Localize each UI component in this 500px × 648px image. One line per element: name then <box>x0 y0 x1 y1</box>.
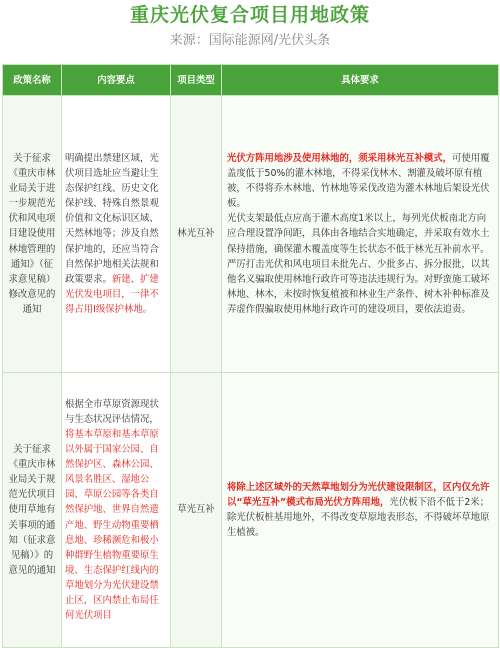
header-policy-name: 政策名称 <box>3 65 62 96</box>
content-points-highlight: 新建、扩建光伏发电项目，一律不得占用Ⅰ级保护林地。 <box>65 273 159 315</box>
project-type-cell <box>171 96 222 373</box>
requirement-highlight: 将除上述区域外的天然草地划分为光伏建设限制区，区内仅允许以“草光互补”模式布局光伏方阵用地， <box>227 481 490 508</box>
header-project-type: 项目类型 <box>171 65 222 96</box>
project-type: 草光互补 <box>177 504 215 516</box>
page-title: 重庆光伏复合项目用地政策 <box>129 4 370 26</box>
header-requirements: 具体要求 <box>222 65 499 96</box>
content-points-cell <box>62 373 171 648</box>
requirement-text: 光伏板下沿不低于2米；除光伏板桩基用地外，不得改变草原地表形态，不得破坏草地原生植被。 <box>227 496 490 539</box>
project-type: 林光互补 <box>177 228 215 240</box>
table-header-row <box>3 65 499 96</box>
project-type-cell <box>171 373 222 648</box>
policy-name: 关于征求《重庆市林业局关于进一步规范光伏和风电项目建设使用林地管理的通知》（征求意见稿）修改意见的通知 <box>8 152 56 315</box>
content-points-text: 根据全市草原资源现状与生态状况评估情况， <box>65 398 159 425</box>
requirement-highlight: 光伏方阵用地涉及使用林地的，须采用林光互补模式， <box>227 152 453 164</box>
policy-table <box>2 64 499 648</box>
content-points-text: 明确提出禁建区域，光伏项目选址应当避让生态保护红线、历史文化保护线、特殊自然景观价值和文化标识区域、天然林地等；涉及自然保护地的，还应当符合自然保护地相关法规和政策要求。 <box>65 152 159 285</box>
content-points-cell <box>62 96 171 373</box>
requirements-cell <box>222 96 499 373</box>
source-line: 来源：国际能源网/光伏头条 <box>169 33 331 48</box>
requirements-cell <box>222 373 499 648</box>
policy-name: 关于征求《重庆市林业局关于规范光伏项目使用草地有关事项的通知（征求意见稿）》的意见的通知 <box>8 444 56 576</box>
header-content-points: 内容要点 <box>62 65 171 96</box>
requirement-paragraph: 严厉打击光伏和风电项目未批先占、少批多占、拆分报批，以其他名义骗取使用林地行政许可等违法违规行为。对野蛮施工破坏林地、林木，未按时恢复植被和林业生产条件、树木补种标准及弄虚作假骗取使用林地行政许可的建设项目，要依法追责。 <box>227 258 490 315</box>
requirement-paragraph: 光伏支架最低点应高于灌木高度1米以上，每列光伏板南北方向应合理设置净间距，具体由各地结合实地确定，并采取有效水土保持措施，确保灌木覆盖度等生长状态不低于林光互补前水平。 <box>227 213 490 255</box>
content-points-highlight: 将基本草原和基本草原以外属于国家公园、自然保护区、森林公园、风景名胜区、湿地公园、草原公园等各类自然保护地、世界自然遗产地、野生动物重要栖息地、珍稀濒危和极小种群野生植物重要原生境、生态保护红线内的草地划分为光伏建设禁止区，区内禁止布局任何光伏项目 <box>65 428 159 622</box>
table-row <box>3 373 499 648</box>
requirement-text: 可使用覆盖度低于50%的灌木林地，不得采伐林木、割灌及破坏原有植被，不得将乔木林地、竹林地等采伐改造为灌木林地后架设光伏板。 <box>227 152 490 210</box>
table-row <box>3 96 499 373</box>
policy-name-cell <box>3 96 62 373</box>
policy-name-cell <box>3 373 62 648</box>
